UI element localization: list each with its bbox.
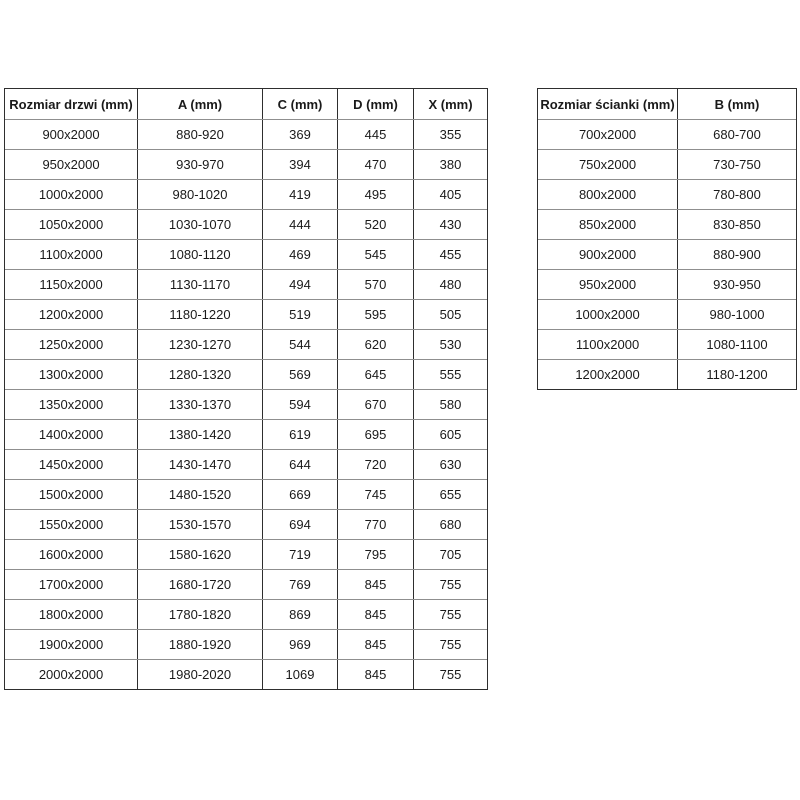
table-cell: 1350x2000 [5, 390, 138, 420]
table-row [5, 210, 488, 240]
table-row [538, 270, 797, 300]
table-cell: 1280-1320 [138, 360, 263, 390]
table-cell: 745 [338, 480, 414, 510]
table-row [5, 150, 488, 180]
table-cell: 1230-1270 [138, 330, 263, 360]
table-cell: 769 [263, 570, 338, 600]
table-cell: 950x2000 [5, 150, 138, 180]
table-cell: 755 [414, 600, 488, 630]
table-cell: 470 [338, 150, 414, 180]
table-cell: 505 [414, 300, 488, 330]
table-cell: 755 [414, 660, 488, 690]
table-row [538, 180, 797, 210]
table-cell: 430 [414, 210, 488, 240]
table-row [5, 570, 488, 600]
table-cell: 569 [263, 360, 338, 390]
table-cell: 355 [414, 120, 488, 150]
table-cell: 555 [414, 360, 488, 390]
table-cell: 705 [414, 540, 488, 570]
table-cell: 394 [263, 150, 338, 180]
table-cell: 1080-1120 [138, 240, 263, 270]
table-cell: 900x2000 [538, 240, 678, 270]
table-cell: 800x2000 [538, 180, 678, 210]
table-row [5, 300, 488, 330]
table-cell: 869 [263, 600, 338, 630]
table-cell: 830-850 [678, 210, 797, 240]
table-cell: 1380-1420 [138, 420, 263, 450]
table-cell: 695 [338, 420, 414, 450]
table-cell: 645 [338, 360, 414, 390]
table-cell: 644 [263, 450, 338, 480]
table-row [5, 450, 488, 480]
table-cell: 1330-1370 [138, 390, 263, 420]
table-cell: 845 [338, 630, 414, 660]
table-cell: 1200x2000 [5, 300, 138, 330]
table-cell: 880-920 [138, 120, 263, 150]
table-cell: 520 [338, 210, 414, 240]
table-cell: 369 [263, 120, 338, 150]
table-cell: 1030-1070 [138, 210, 263, 240]
table-header-cell: B (mm) [678, 89, 797, 120]
table-cell: 900x2000 [5, 120, 138, 150]
table-row [538, 300, 797, 330]
table-row [5, 420, 488, 450]
table-header-cell: X (mm) [414, 89, 488, 120]
table-row [538, 240, 797, 270]
table-cell: 1100x2000 [538, 330, 678, 360]
table-row [5, 480, 488, 510]
table-cell: 1180-1200 [678, 360, 797, 390]
table-cell: 1530-1570 [138, 510, 263, 540]
table-cell: 605 [414, 420, 488, 450]
table-cell: 519 [263, 300, 338, 330]
table-cell: 1600x2000 [5, 540, 138, 570]
table-cell: 1700x2000 [5, 570, 138, 600]
table-cell: 595 [338, 300, 414, 330]
table-cell: 2000x2000 [5, 660, 138, 690]
table-row [538, 210, 797, 240]
table-row [538, 120, 797, 150]
table-row [5, 240, 488, 270]
table-cell: 495 [338, 180, 414, 210]
table-cell: 680-700 [678, 120, 797, 150]
table-header-cell: A (mm) [138, 89, 263, 120]
table-row [538, 360, 797, 390]
table-cell: 570 [338, 270, 414, 300]
table-cell: 694 [263, 510, 338, 540]
table-cell: 620 [338, 330, 414, 360]
table-cell: 845 [338, 660, 414, 690]
table-header-cell: Rozmiar drzwi (mm) [5, 89, 138, 120]
table-cell: 1980-2020 [138, 660, 263, 690]
table-row [538, 330, 797, 360]
table-cell: 1000x2000 [538, 300, 678, 330]
table-cell: 719 [263, 540, 338, 570]
table-cell: 850x2000 [538, 210, 678, 240]
table-cell: 545 [338, 240, 414, 270]
table-cell: 580 [414, 390, 488, 420]
table-cell: 845 [338, 570, 414, 600]
table-cell: 655 [414, 480, 488, 510]
table-cell: 380 [414, 150, 488, 180]
table-row [5, 600, 488, 630]
table-cell: 795 [338, 540, 414, 570]
table-header-row [5, 89, 488, 120]
table-cell: 700x2000 [538, 120, 678, 150]
table-row [5, 360, 488, 390]
table-cell: 1130-1170 [138, 270, 263, 300]
table-cell: 544 [263, 330, 338, 360]
table-cell: 1780-1820 [138, 600, 263, 630]
table-cell: 419 [263, 180, 338, 210]
table-cell: 494 [263, 270, 338, 300]
table-cell: 680 [414, 510, 488, 540]
table-cell: 730-750 [678, 150, 797, 180]
table-header-cell: Rozmiar ścianki (mm) [538, 89, 678, 120]
table-cell: 1250x2000 [5, 330, 138, 360]
table-cell: 880-900 [678, 240, 797, 270]
table-row [5, 510, 488, 540]
table-cell: 1069 [263, 660, 338, 690]
table-row [5, 630, 488, 660]
table-row [5, 330, 488, 360]
table-cell: 1480-1520 [138, 480, 263, 510]
table-row [5, 660, 488, 690]
table-cell: 1500x2000 [5, 480, 138, 510]
table-row [5, 120, 488, 150]
table-cell: 980-1020 [138, 180, 263, 210]
table-cell: 1150x2000 [5, 270, 138, 300]
table-cell: 1300x2000 [5, 360, 138, 390]
table-header-row [538, 89, 797, 120]
table-cell: 480 [414, 270, 488, 300]
table-cell: 755 [414, 570, 488, 600]
table-row [5, 390, 488, 420]
table-cell: 669 [263, 480, 338, 510]
table-row [5, 270, 488, 300]
table-cell: 1080-1100 [678, 330, 797, 360]
table-cell: 750x2000 [538, 150, 678, 180]
table-cell: 1680-1720 [138, 570, 263, 600]
table-cell: 1200x2000 [538, 360, 678, 390]
table-row [538, 150, 797, 180]
table-row [5, 540, 488, 570]
door-sizes-table [4, 88, 488, 690]
table-cell: 1550x2000 [5, 510, 138, 540]
table-cell: 770 [338, 510, 414, 540]
table-cell: 720 [338, 450, 414, 480]
table-cell: 1450x2000 [5, 450, 138, 480]
table-cell: 530 [414, 330, 488, 360]
table-cell: 780-800 [678, 180, 797, 210]
table-cell: 930-950 [678, 270, 797, 300]
table-row [5, 180, 488, 210]
table-cell: 444 [263, 210, 338, 240]
table-cell: 980-1000 [678, 300, 797, 330]
table-cell: 1580-1620 [138, 540, 263, 570]
table-cell: 845 [338, 600, 414, 630]
table-cell: 1180-1220 [138, 300, 263, 330]
table-cell: 630 [414, 450, 488, 480]
table-cell: 969 [263, 630, 338, 660]
wall-panel-sizes-table [537, 88, 797, 390]
table-cell: 405 [414, 180, 488, 210]
table-cell: 1100x2000 [5, 240, 138, 270]
table-cell: 930-970 [138, 150, 263, 180]
table-cell: 1000x2000 [5, 180, 138, 210]
table-cell: 1050x2000 [5, 210, 138, 240]
table-cell: 455 [414, 240, 488, 270]
table-cell: 469 [263, 240, 338, 270]
table-cell: 670 [338, 390, 414, 420]
table-cell: 594 [263, 390, 338, 420]
table-cell: 445 [338, 120, 414, 150]
table-cell: 1900x2000 [5, 630, 138, 660]
table-cell: 619 [263, 420, 338, 450]
table-cell: 1880-1920 [138, 630, 263, 660]
table-header-cell: C (mm) [263, 89, 338, 120]
table-cell: 1800x2000 [5, 600, 138, 630]
table-header-cell: D (mm) [338, 89, 414, 120]
table-cell: 950x2000 [538, 270, 678, 300]
table-cell: 1400x2000 [5, 420, 138, 450]
table-cell: 1430-1470 [138, 450, 263, 480]
table-cell: 755 [414, 630, 488, 660]
